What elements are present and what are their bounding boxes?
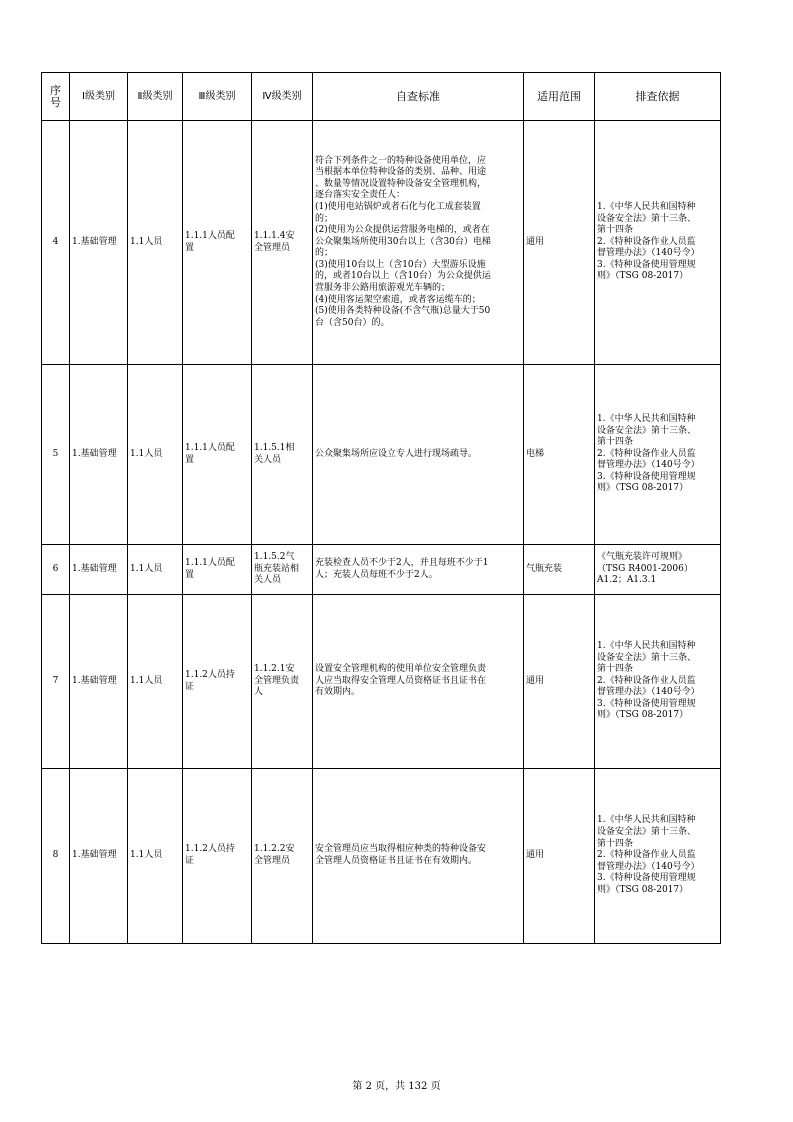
- header-standard: 自查标准: [313, 73, 524, 121]
- cell-no: 4: [42, 121, 70, 365]
- cell-l3: 1.1.2人员持 证: [183, 769, 252, 944]
- cell-standard: 设置安全管理机构的使用单位安全管理负责 人应当取得安全管理人员资格证书且证书在 有效期内。: [313, 595, 524, 769]
- page-footer: 第 2 页，共 132 页: [352, 1081, 441, 1092]
- cell-basis: 《气瓶充装许可规则》 （TSG R4001-2006） A1.2；A1.3.1: [595, 545, 721, 595]
- cell-no: 7: [42, 595, 70, 769]
- header-level1: Ⅰ级类别: [70, 73, 128, 121]
- cell-scope: 气瓶充装: [524, 545, 595, 595]
- cell-l3: 1.1.2人员持 证: [183, 595, 252, 769]
- cell-scope: 通用: [524, 121, 595, 365]
- cell-l3: 1.1.1人员配 置: [183, 121, 252, 365]
- cell-l2: 1.1人员: [128, 121, 183, 365]
- cell-standard: 充装检查人员不少于2人，并且每班不少于1 人；充装人员每班不少于2人。: [313, 545, 524, 595]
- header-scope: 适用范围: [524, 73, 595, 121]
- cell-scope: 电梯: [524, 365, 595, 545]
- cell-l4: 1.1.5.1相 关人员: [252, 365, 313, 545]
- cell-l4: 1.1.2.2安 全管理员: [252, 769, 313, 944]
- cell-basis: 1.《中华人民共和国特种 设备安全法》第十三条、 第十四条 2.《特种设备作业人员监 督管理办法》（140号令） 3.《特种设备使用管理规 则》（TSG 08-2017）: [595, 365, 721, 545]
- cell-l4: 1.1.5.2气 瓶充装站相 关人员: [252, 545, 313, 595]
- cell-scope: 通用: [524, 769, 595, 944]
- header-no: 序 号: [42, 73, 70, 121]
- header-level2: Ⅱ级类别: [128, 73, 183, 121]
- cell-l4: 1.1.2.1安 全管理负责 人: [252, 595, 313, 769]
- cell-standard: 安全管理员应当取得相应种类的特种设备安 全管理人员资格证书且证书在有效期内。: [313, 769, 524, 944]
- cell-basis: 1.《中华人民共和国特种 设备安全法》第十三条、 第十四条 2.《特种设备作业人员监 督管理办法》（140号令） 3.《特种设备使用管理规 则》（TSG 08-2017）: [595, 595, 721, 769]
- table-row: [42, 121, 721, 365]
- table-row: [42, 595, 721, 769]
- cell-standard: 符合下列条件之一的特种设备使用单位，应 当根据本单位特种设备的类别、品种、用途 、数量等情况设置特种设备安全管理机构， 逐台落实安全责任人： (1)使用电站锅炉或者石化与化工成套装置 的； (2)使用为公众提供运营服务电梯的，或者在 公众聚集场所使用30台以上（含30台）电梯 的； (3)使用10台以上（含10台）大型游乐设施 的，或者10台以上（含10台）为公众提供运 营服务非公路用旅游观光车辆的； (4)使用客运架空索道，或者客运缆车的； (5)使用各类特种设备(不含气瓶)总量大于50 台（含50台）的。: [313, 121, 524, 365]
- cell-l2: 1.1人员: [128, 545, 183, 595]
- cell-basis: 1.《中华人民共和国特种 设备安全法》第十三条、 第十四条 2.《特种设备作业人员监 督管理办法》（140号令） 3.《特种设备使用管理规 则》（TSG 08-2017）: [595, 769, 721, 944]
- header-level3: Ⅲ级类别: [183, 73, 252, 121]
- table-row: [42, 545, 721, 595]
- cell-l1: 1.基础管理: [70, 595, 128, 769]
- cell-no: 8: [42, 769, 70, 944]
- cell-no: 5: [42, 365, 70, 545]
- cell-standard: 公众聚集场所应设立专人进行现场疏导。: [313, 365, 524, 545]
- header-row: [42, 73, 721, 121]
- table-row: [42, 365, 721, 545]
- cell-basis: 1.《中华人民共和国特种 设备安全法》第十三条、 第十四条 2.《特种设备作业人员监 督管理办法》（140号令） 3.《特种设备使用管理规 则》（TSG 08-2017）: [595, 121, 721, 365]
- table-row: [42, 769, 721, 944]
- cell-l1: 1.基础管理: [70, 545, 128, 595]
- cell-no: 6: [42, 545, 70, 595]
- cell-l2: 1.1人员: [128, 769, 183, 944]
- cell-l1: 1.基础管理: [70, 121, 128, 365]
- cell-l2: 1.1人员: [128, 595, 183, 769]
- inspection-table: [41, 72, 721, 944]
- cell-l3: 1.1.1人员配 置: [183, 365, 252, 545]
- header-level4: Ⅳ级类别: [252, 73, 313, 121]
- cell-l4: 1.1.1.4安 全管理员: [252, 121, 313, 365]
- header-basis: 排查依据: [595, 73, 721, 121]
- cell-l3: 1.1.1人员配 置: [183, 545, 252, 595]
- cell-l1: 1.基础管理: [70, 365, 128, 545]
- cell-l2: 1.1人员: [128, 365, 183, 545]
- cell-l1: 1.基础管理: [70, 769, 128, 944]
- cell-scope: 通用: [524, 595, 595, 769]
